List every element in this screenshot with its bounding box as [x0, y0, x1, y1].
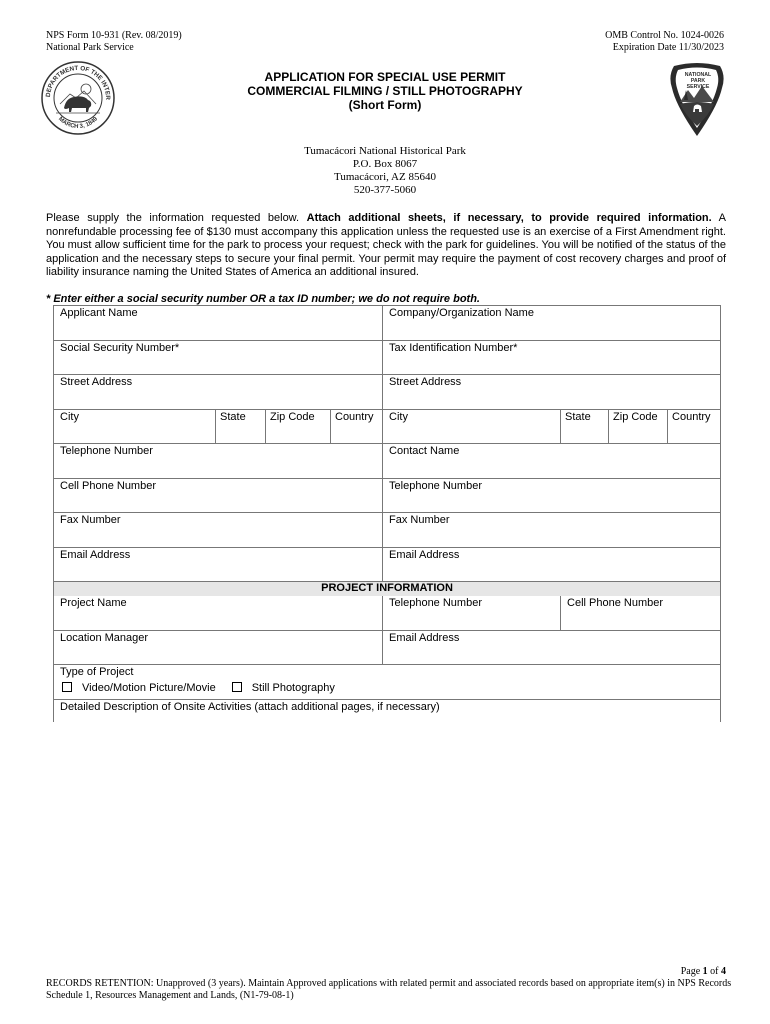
applicant-city-field[interactable]: City [54, 409, 216, 444]
contact-email-field[interactable]: Email Address [383, 547, 721, 582]
contact-telephone-field[interactable]: Telephone Number [383, 478, 721, 513]
project-type-label: Type of Project [60, 666, 134, 678]
logo-line-3: SERVICE [686, 84, 710, 90]
company-city-field[interactable]: City [383, 409, 561, 444]
logo-line-2: PARK [690, 78, 706, 84]
applicant-street-field[interactable]: Street Address [54, 375, 383, 410]
title-line-1: APPLICATION FOR SPECIAL USE PERMIT [264, 70, 506, 84]
ssn-note: * Enter either a social security number OR a tax ID number; we do not require both. [46, 293, 480, 305]
page-number: Page 1 of 4 [680, 966, 726, 977]
company-state-field[interactable]: State [561, 409, 609, 444]
tax-id-field[interactable]: Tax Identification Number* [383, 340, 721, 375]
still-option-label: Still Photography [251, 682, 335, 694]
project-information-heading: PROJECT INFORMATION [54, 582, 721, 596]
applicant-telephone-field[interactable]: Telephone Number [54, 444, 383, 479]
activities-description-field[interactable]: Detailed Description of Onsite Activities (attach additional pages, if necessary) [54, 700, 721, 722]
still-photography-checkbox[interactable] [232, 682, 242, 692]
applicant-state-field[interactable]: State [216, 409, 266, 444]
contact-name-field[interactable]: Contact Name [383, 444, 721, 479]
company-name-field[interactable]: Company/Organization Name [383, 306, 721, 341]
instructions-part-1: Please supply the information requested below. [46, 212, 307, 224]
seal-text-top: DEPARTMENT OF THE INTER [44, 64, 112, 100]
instructions-bold: Attach additional sheets, if necessary, to provide required information. [306, 212, 712, 224]
applicant-zip-field[interactable]: Zip Code [266, 409, 331, 444]
logo-line-1: NATIONAL [684, 72, 712, 78]
form-header-left [46, 30, 182, 54]
applicant-name-field[interactable]: Applicant Name [54, 306, 383, 341]
nps-arrowhead-icon [666, 60, 728, 138]
park-city-state: Tumacácori, AZ 85640 [334, 171, 436, 183]
title-line-2: COMMERCIAL FILMING / STILL PHOTOGRAPHY [247, 84, 523, 98]
seal-text-bottom: MARCH 3, 1849 [56, 116, 100, 131]
instructions-part-2: A nonrefundable processing fee of $130 must accompany this application unless the requested use is an exercise of a First Amendment right. You must allow sufficient time for the park to process your request; check with the park for guidelines. You will be notified of the status of the application and the necessary steps to secure your final permit. Your permit may require the payment of cost recovery charges and proof of liability insurance naming the United States of America an additional insured. [46, 212, 726, 278]
records-retention-note: RECORDS RETENTION: Unapproved (3 years). Maintain Approved applications with related permit and associated records based on appropriate item(s) in NPS Records Schedule 1, Resources Management and Lands, (N1-79-08-1) [46, 978, 732, 1001]
video-option-label: Video/Motion Picture/Movie [82, 682, 216, 694]
ssn-field[interactable]: Social Security Number* [54, 340, 383, 375]
applicant-email-field[interactable]: Email Address [54, 547, 383, 582]
page-total: 4 [721, 966, 726, 977]
form-title [180, 70, 590, 112]
location-manager-field[interactable]: Location Manager [54, 630, 383, 665]
expiration-date: Expiration Date 11/30/2023 [612, 42, 724, 53]
park-phone: 520-377-5060 [353, 184, 417, 196]
agency-name: National Park Service [46, 42, 134, 53]
form-header-right [605, 30, 724, 54]
company-street-field[interactable]: Street Address [383, 375, 721, 410]
instructions-paragraph [46, 212, 726, 280]
project-email-field[interactable]: Email Address [383, 630, 721, 665]
omb-control-number: OMB Control No. 1024-0026 [605, 30, 724, 41]
project-telephone-field[interactable]: Telephone Number [383, 596, 561, 631]
page-current: 1 [702, 966, 708, 977]
contact-fax-field[interactable]: Fax Number [383, 513, 721, 548]
park-name: Tumacácori National Historical Park [304, 145, 466, 157]
form-number: NPS Form 10-931 (Rev. 08/2019) [46, 30, 182, 41]
project-cell-field[interactable]: Cell Phone Number [561, 596, 721, 631]
park-po-box: P.O. Box 8067 [352, 158, 418, 170]
applicant-fax-field[interactable]: Fax Number [54, 513, 383, 548]
svg-text:MARCH 3, 1849 [57, 116, 100, 130]
company-country-field[interactable]: Country [668, 409, 721, 444]
application-form-table [53, 305, 721, 722]
applicant-cell-field[interactable]: Cell Phone Number [54, 478, 383, 513]
doi-seal-icon [40, 60, 116, 136]
company-zip-field[interactable]: Zip Code [609, 409, 668, 444]
project-name-field[interactable]: Project Name [54, 596, 383, 631]
applicant-country-field[interactable]: Country [331, 409, 383, 444]
title-line-3: (Short Form) [348, 98, 422, 112]
video-checkbox[interactable] [62, 682, 72, 692]
project-type-field [54, 665, 721, 700]
park-address [240, 145, 530, 197]
svg-text:U.S. DEPARTMENT OF THE INTERIO [40, 60, 111, 100]
